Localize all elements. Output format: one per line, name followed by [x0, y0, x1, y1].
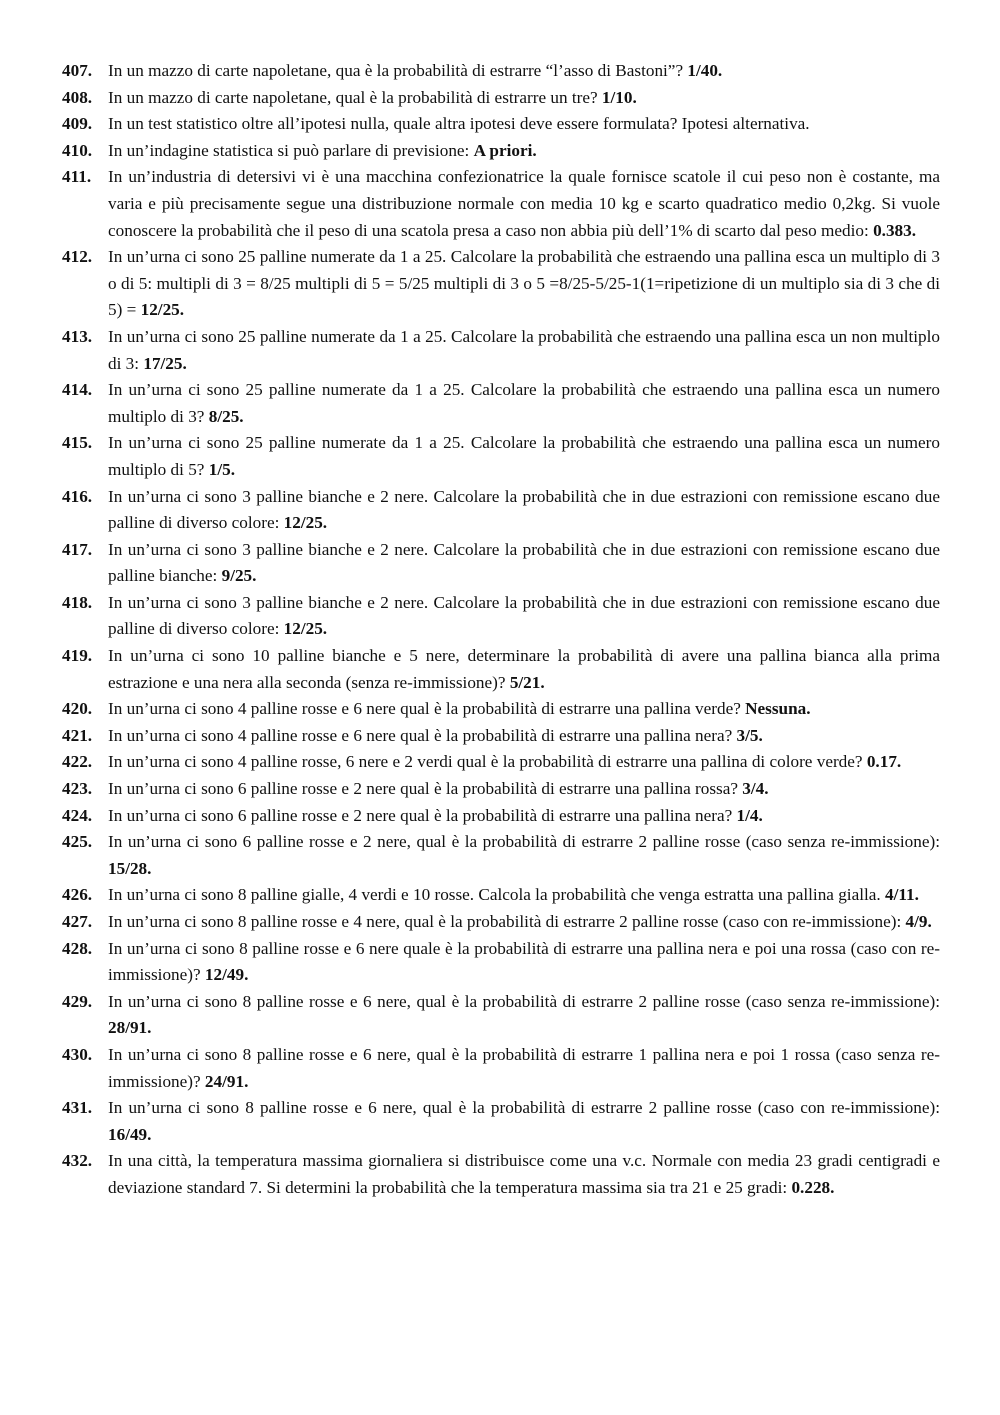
question-item — [62, 882, 940, 909]
question-body — [108, 723, 940, 750]
question-item — [62, 244, 940, 324]
question-item — [62, 936, 940, 989]
question-item — [62, 776, 940, 803]
question-text: In un’urna ci sono 25 palline numerate da 1 a 25. Calcolare la probabilità che estraendo una pallina esca un numero multiplo di 3? — [108, 380, 940, 426]
question-text: In un’urna ci sono 3 palline bianche e 2 nere. Calcolare la probabilità che in due estrazioni con remissione escano due palline bianche: — [108, 539, 940, 586]
question-number: 424. — [62, 805, 93, 825]
question-text: In un’urna ci sono 8 palline rosse e 4 nere, qual è la probabilità di estrarre 2 palline rosse (caso con re-immissione): — [108, 912, 906, 931]
question-answer: 4/9. — [905, 912, 932, 931]
question-answer: 8/25. — [208, 406, 244, 426]
question-body — [108, 430, 940, 483]
question-text: In un’urna ci sono 4 palline rosse e 6 nere qual è la probabilità di estrarre una pallina nera? — [108, 725, 737, 745]
question-item — [62, 696, 940, 723]
question-item — [62, 1095, 940, 1148]
question-body — [108, 749, 940, 776]
question-body — [108, 643, 940, 696]
question-body — [108, 164, 940, 244]
question-body — [108, 537, 940, 590]
question-text: In un’urna ci sono 8 palline rosse e 6 nere, qual è la probabilità di estrarre 1 pallina nera e poi 1 rossa (caso senza re-immissione)? — [108, 1044, 940, 1091]
question-text: In un’urna ci sono 8 palline rosse e 6 nere, qual è la probabilità di estrarre 2 palline rosse (caso senza re-immissione): — [108, 991, 940, 1011]
question-answer: 1/40. — [687, 61, 723, 80]
question-item — [62, 1042, 940, 1095]
question-body — [108, 696, 940, 723]
question-number: 409. — [62, 114, 93, 134]
question-item — [62, 909, 940, 936]
question-item — [62, 803, 940, 830]
question-answer: 1/10. — [601, 87, 637, 107]
question-item — [62, 85, 940, 112]
question-number: 410. — [62, 140, 93, 160]
question-item — [62, 324, 940, 377]
question-body — [108, 244, 940, 324]
question-body — [108, 590, 940, 643]
question-text: In un’urna ci sono 25 palline numerate da 1 a 25. Calcolare la probabilità che estraendo una pallina esca un numero multiplo di 5? — [108, 433, 940, 479]
question-answer: Nessuna. — [745, 699, 811, 719]
question-body — [108, 909, 940, 936]
question-number: 413. — [62, 326, 93, 346]
question-text: In un’urna ci sono 8 palline rosse e 6 nere quale è la probabilità di estrarre una pallina nera e poi una rossa (caso con re-immissione)? — [108, 938, 940, 985]
question-item — [62, 164, 940, 244]
question-body — [108, 829, 940, 882]
question-number: 432. — [62, 1151, 93, 1171]
question-body — [108, 989, 940, 1042]
question-number: 421. — [62, 725, 93, 745]
question-answer: 0.228. — [791, 1177, 835, 1197]
question-text: In un’urna ci sono 4 palline rosse e 6 nere qual è la probabilità di estrarre una pallina verde? — [108, 699, 746, 719]
question-answer: 4/11. — [885, 885, 919, 905]
question-answer: 0.383. — [873, 220, 917, 240]
question-body — [108, 936, 940, 989]
question-item — [62, 989, 940, 1042]
question-answer: 3/5. — [736, 725, 763, 745]
question-text: In un’indagine statistica si può parlare di previsione: — [108, 140, 474, 160]
question-number: 407. — [62, 61, 93, 80]
question-answer: 28/91. — [108, 1018, 152, 1038]
question-text: In un’urna ci sono 25 palline numerate da 1 a 25. Calcolare la probabilità che estraendo una pallina esca un multiplo di 3 o di 5: multipli di 3 = 8/25 multipli di 5 = 5/25 multipli di 3 o 5 =8/25-5/25-1(1=ripetizione di un multiplo sia di 3 che di 5) = — [108, 247, 940, 320]
question-item — [62, 829, 940, 882]
question-number: 426. — [62, 885, 93, 905]
question-text: In un’urna ci sono 25 palline numerate da 1 a 25. Calcolare la probabilità che estraendo una pallina esca un non multiplo di 3: — [108, 326, 940, 373]
question-item — [62, 723, 940, 750]
question-number: 425. — [62, 832, 93, 852]
question-body — [108, 1042, 940, 1095]
question-answer: 0.17. — [866, 752, 902, 772]
question-item — [62, 430, 940, 483]
question-item — [62, 377, 940, 430]
question-number: 419. — [62, 646, 93, 666]
question-body — [108, 484, 940, 537]
question-answer: A priori. — [473, 140, 537, 160]
question-item — [62, 111, 940, 138]
question-text: In un’industria di detersivi vi è una macchina confezionatrice la quale fornisce scatole il cui peso non è costante, ma varia e più precisamente segue una distribuzione normale con media 10 kg e scarto quadratico medio 0,2kg. Si vuole conoscere la probabilità che il peso di una scatola presa a caso non abbia più dell’1% di scarto dal peso medio: — [108, 167, 940, 240]
question-item — [62, 138, 940, 165]
question-answer: 24/91. — [204, 1071, 249, 1091]
question-answer: 12/25. — [140, 300, 185, 320]
question-body — [108, 776, 940, 803]
question-body — [108, 85, 940, 112]
question-text: In una città, la temperatura massima giornaliera si distribuisce come una v.c. Normale con media 23 gradi centigradi e deviazione standard 7. Si determini la probabilità che la temperatura massima sia tra 21 e 25 gradi: — [108, 1151, 940, 1197]
question-number: 420. — [62, 699, 93, 719]
question-item — [62, 643, 940, 696]
question-number: 412. — [62, 247, 93, 267]
question-answer: 12/49. — [204, 965, 249, 985]
question-number: 429. — [62, 991, 93, 1011]
question-text: In un’urna ci sono 8 palline gialle, 4 verdi e 10 rosse. Calcola la probabilità che venga estratta una pallina gialla. — [108, 885, 885, 905]
question-number: 423. — [62, 779, 93, 799]
question-text: In un mazzo di carte napoletane, qua è la probabilità di estrarre “l’asso di Bastoni”? — [108, 61, 688, 80]
question-text: In un’urna ci sono 6 palline rosse e 2 nere qual è la probabilità di estrarre una pallina nera? — [108, 805, 737, 825]
question-number: 418. — [62, 592, 93, 612]
question-list — [62, 58, 940, 1202]
question-number: 430. — [62, 1044, 93, 1064]
question-body — [108, 377, 940, 430]
question-number: 408. — [62, 87, 93, 107]
question-answer: 5/21. — [509, 672, 545, 692]
question-text: In un’urna ci sono 10 palline bianche e 5 nere, determinare la probabilità di avere una pallina bianca alla prima estrazione e una nera alla seconda (senza re-immissione)? — [108, 646, 940, 692]
question-body — [108, 803, 940, 830]
question-answer: 15/28. — [108, 858, 152, 878]
question-body — [108, 58, 940, 85]
question-answer: 9/25. — [221, 566, 257, 586]
question-number: 417. — [62, 539, 93, 559]
question-body — [108, 111, 940, 138]
question-answer: 17/25. — [143, 353, 187, 373]
question-body — [108, 324, 940, 377]
question-item — [62, 1148, 940, 1201]
question-item — [62, 537, 940, 590]
question-item — [62, 484, 940, 537]
question-number: 415. — [62, 433, 93, 453]
question-body — [108, 1095, 940, 1148]
question-number: 411. — [62, 167, 92, 187]
question-answer: 12/25. — [283, 513, 328, 533]
question-item — [62, 58, 940, 85]
question-number: 431. — [62, 1098, 93, 1118]
question-answer: 3/4. — [742, 779, 769, 799]
question-number: 414. — [62, 380, 93, 400]
question-answer: 1/4. — [736, 805, 763, 825]
question-text: In un’urna ci sono 6 palline rosse e 2 nere qual è la probabilità di estrarre una pallina rossa? — [108, 779, 743, 799]
question-answer: 12/25. — [283, 619, 328, 639]
question-text: In un’urna ci sono 3 palline bianche e 2 nere. Calcolare la probabilità che in due estrazioni con remissione escano due palline di diverso colore: — [108, 592, 940, 639]
question-number: 422. — [62, 752, 93, 772]
question-number: 427. — [62, 912, 93, 931]
question-text: In un’urna ci sono 3 palline bianche e 2 nere. Calcolare la probabilità che in due estrazioni con remissione escano due palline di diverso colore: — [108, 486, 940, 533]
question-body — [108, 1148, 940, 1201]
question-text: In un’urna ci sono 4 palline rosse, 6 nere e 2 verdi qual è la probabilità di estrarre una pallina di colore verde? — [108, 752, 867, 772]
question-body — [108, 138, 940, 165]
question-text: In un’urna ci sono 8 palline rosse e 6 nere, qual è la probabilità di estrarre 2 palline rosse (caso con re-immissione): — [108, 1098, 940, 1118]
question-item — [62, 590, 940, 643]
question-number: 428. — [62, 938, 93, 958]
question-text: In un test statistico oltre all’ipotesi nulla, quale altra ipotesi deve essere formulata? Ipotesi alternativa. — [108, 114, 810, 134]
question-answer: 1/5. — [208, 459, 235, 479]
question-text: In un mazzo di carte napoletane, qual è la probabilità di estrarre un tre? — [108, 87, 602, 107]
question-body — [108, 882, 940, 909]
question-text: In un’urna ci sono 6 palline rosse e 2 nere, qual è la probabilità di estrarre 2 palline rosse (caso senza re-immissione): — [108, 832, 940, 852]
question-number: 416. — [62, 486, 93, 506]
question-item — [62, 749, 940, 776]
question-answer: 16/49. — [108, 1124, 152, 1144]
